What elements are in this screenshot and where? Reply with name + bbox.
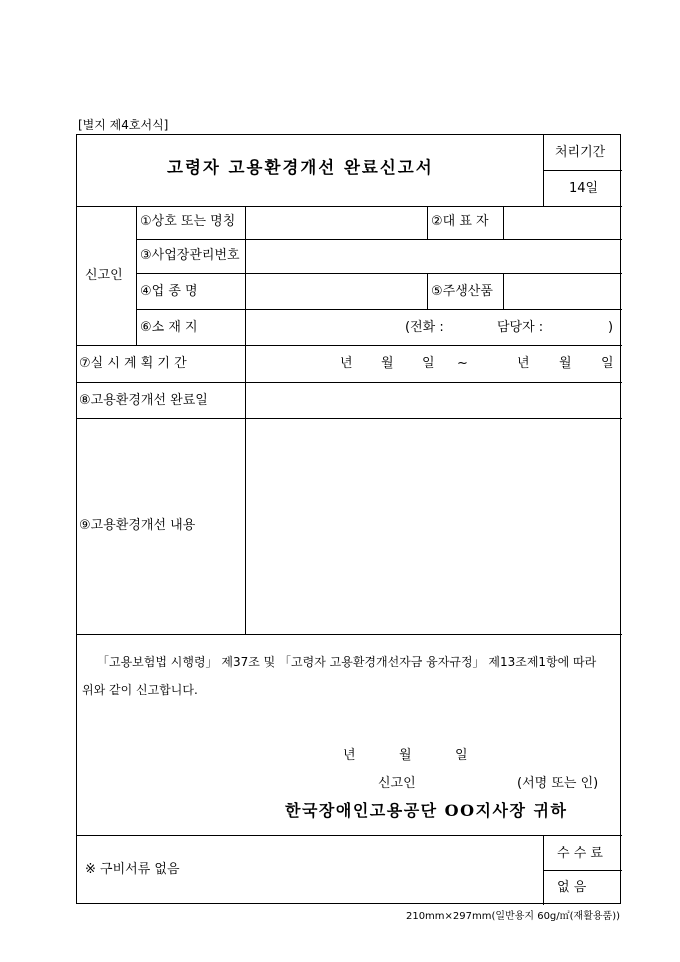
report-form: [76, 134, 621, 904]
fee-value: 없 음: [557, 880, 587, 895]
industry-label: ④업 종 명: [140, 284, 198, 299]
divider: [77, 382, 622, 383]
attachments-note: ※ 구비서류 없음: [85, 862, 180, 877]
reporter-sign-label: 신고인: [378, 776, 416, 791]
main-product-label: ⑤주생산품: [431, 284, 493, 299]
sign-day: 일: [455, 748, 468, 763]
improvement-content-label: ⑨고용환경개선 내용: [79, 518, 196, 533]
completion-date-label: ⑧고용환경개선 완료일: [79, 393, 208, 408]
plan-end-month: 월: [559, 356, 572, 371]
processing-period-value: 14일: [569, 181, 599, 196]
divider: [136, 206, 137, 345]
plan-end-year: 년: [517, 356, 530, 371]
tilde: ~: [457, 356, 468, 371]
plan-period-label: ⑦실 시 계 획 기 간: [79, 356, 187, 371]
contact-person-label: 담당자 :: [497, 320, 544, 335]
address-label: ⑥소 재 지: [140, 320, 198, 335]
sign-year: 년: [343, 748, 356, 763]
plan-start-day: 일: [422, 356, 435, 371]
declaration-line-1: 「고용보험법 시행령」 제37조 및 「고령자 고용환경개선자금 융자규정」 제13조제1항에 따라: [97, 655, 597, 669]
paper-size-footer: 210mm×297mm(일반용지 60g/㎡(재활용품)): [405, 911, 620, 922]
addressee: 한국장애인고용공단 OO지사장 귀하: [285, 801, 568, 820]
business-name-field[interactable]: [247, 207, 426, 238]
divider: [77, 634, 622, 635]
divider: [427, 206, 428, 239]
divider: [77, 345, 622, 346]
representative-field[interactable]: [505, 207, 621, 238]
divider: [543, 870, 622, 871]
main-product-field[interactable]: [505, 274, 621, 308]
divider: [77, 835, 622, 836]
sign-or-seal-note: (서명 또는 인): [517, 776, 599, 791]
divider: [503, 206, 504, 239]
divider: [427, 273, 428, 309]
close-paren: ): [608, 320, 614, 335]
plan-start-month: 월: [381, 356, 394, 371]
business-name-label: ①상호 또는 명칭: [140, 214, 236, 229]
fee-label: 수 수 료: [557, 846, 603, 861]
divider: [245, 206, 246, 635]
divider: [503, 273, 504, 309]
improvement-content-field[interactable]: [247, 420, 621, 633]
completion-date-field[interactable]: [247, 384, 621, 417]
divider: [543, 135, 544, 206]
workplace-number-label: ③사업장관리번호: [140, 248, 240, 263]
representative-label: ②대 표 자: [431, 214, 489, 229]
processing-period-label: 처리기간: [555, 145, 606, 160]
workplace-number-field[interactable]: [247, 240, 621, 272]
divider: [77, 418, 622, 419]
reporter-group-label: 신고인: [85, 268, 123, 283]
phone-label: (전화 :: [405, 320, 444, 335]
divider: [543, 170, 622, 171]
form-number-label: [별지 제4호서식]: [78, 118, 169, 132]
divider: [543, 835, 544, 905]
declaration-line-2: 위와 같이 신고합니다.: [82, 683, 198, 697]
plan-end-day: 일: [601, 356, 614, 371]
industry-field[interactable]: [247, 274, 426, 308]
plan-start-year: 년: [340, 356, 353, 371]
sign-month: 월: [399, 748, 412, 763]
form-title: 고령자 고용환경개선 완료신고서: [167, 158, 434, 177]
